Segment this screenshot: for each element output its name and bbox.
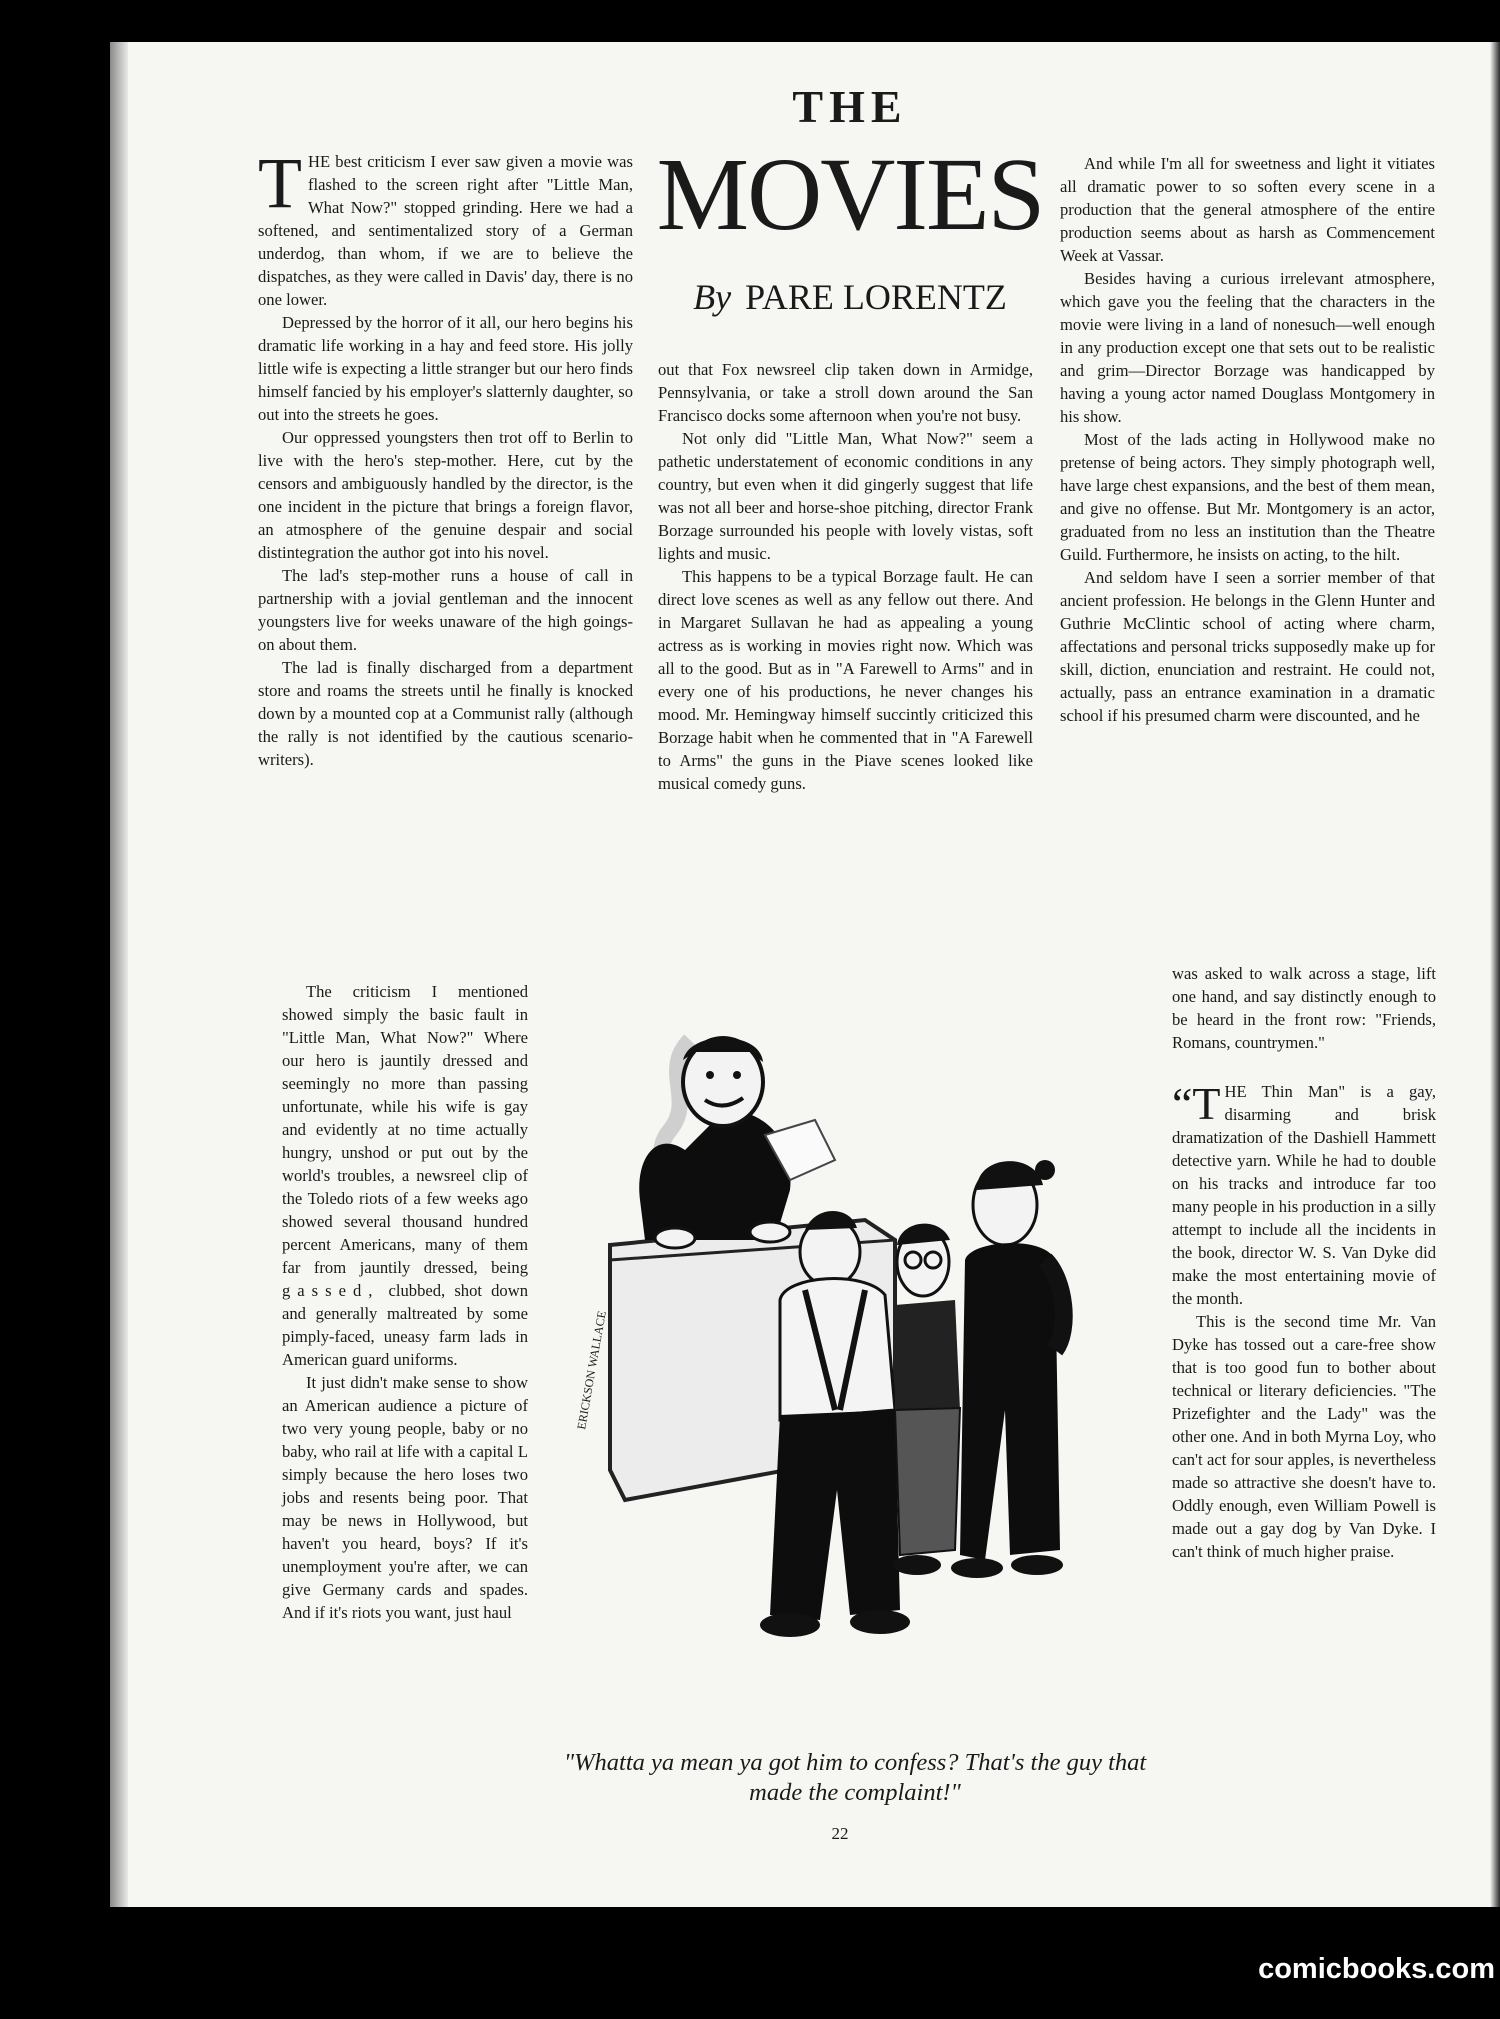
paragraph: The lad's step-mother runs a house of call in partnership with a jovial gentleman and the innocent youngsters live for weeks unaware of the high goings-on about them. xyxy=(258,566,633,654)
byline xyxy=(640,276,1060,318)
paragraph: And seldom have I seen a sorrier member of that ancient profession. He belongs in the Glenn Hunter and Guthrie McClintic school of acting where charm, affectations and personal tricks supposedly make up for skill, diction, enunciation and restraint. He could not, actually, pass an entrance examination in a dramatic school if his presumed charm were discounted, and he xyxy=(1060,568,1435,725)
paragraph xyxy=(258,143,633,311)
paragraph: Depressed by the horror of it all, our hero begins his dramatic life working in a hay and feed store. His jolly little wife is expecting a little stranger but our hero finds himself fancied by his employer's slatternly daughter, so out into the streets he goes. xyxy=(258,313,633,424)
column-1-narrow xyxy=(282,980,528,1624)
paragraph: was asked to walk across a stage, lift one hand, and say distinctly enough to be heard in the front row: "Friends, Romans, countrymen." xyxy=(1172,964,1436,1052)
paragraph: This is the second time Mr. Van Dyke has tossed out a care-free show that is too good fun to bother about technical or literary deficiencies. "The Prizefighter and the Lady" was the other one. And in both Myrna Loy, who can't act for sour apples, is nevertheless made so attractive she doesn't have to. Oddly enough, even William Powell is made out a gay dog by Van Dyke. I can't think of much higher praise. xyxy=(1172,1312,1436,1561)
page-binding-shadow xyxy=(110,42,128,1907)
paragraph-text: HE best criticism I ever saw given a movie was flashed to the screen right after "Little Man, What Now?" stopped grinding. Here we had a softened, and sentimentalized story of a German underdog, than whom, if we are to believe the dispatches, as they were called in Davis' day, there is no one lower. xyxy=(258,152,633,309)
drop-cap: T xyxy=(258,143,302,223)
byline-by: By xyxy=(693,277,732,317)
column-1 xyxy=(258,143,633,771)
paragraph: Most of the lads acting in Hollywood make no pretense of being actors. They simply photograph well, have large chest expansions, and the best of them mean, and give no offense. But Mr. Montgomery is an actor, graduated from no less an institution than the Theatre Guild. Furthermore, he insists on acting, to the hilt. xyxy=(1060,430,1435,564)
illustration-caption: "Whatta ya mean ya got him to confess? That's the guy that made the complaint!" xyxy=(563,1749,1147,1806)
paragraph: Our oppressed youngsters then trot off to Berlin to live with the hero's step-mother. Here, cut by the censors and ambiguously handled by the director, is the one incident in the picture that brings a foreign flavor, an atmosphere of the genuine despair and social distintegration the author got into his novel. xyxy=(258,428,633,562)
paragraph: Not only did "Little Man, What Now?" seem a pathetic understatement of economic conditions in any country, but even when it did gingerly suggest that life was not all beer and horse-shoe pitching, director Frank Borzage surrounded his people with lovely vistas, soft lights and music. xyxy=(658,429,1033,563)
page-number: 22 xyxy=(831,1824,849,1843)
byline-author: PARE LORENTZ xyxy=(745,277,1007,317)
small-man-figure xyxy=(893,1224,960,1575)
paragraph: The lad is finally discharged from a department store and roams the streets until he finally is knocked down by a mounted cop at a Communist rally (although the rally is not identified by the cautious scenario-writers). xyxy=(258,658,633,769)
title-the: THE xyxy=(792,81,908,132)
paragraph: Besides having a curious irrelevant atmosphere, which gave you the feeling that the characters in the movie were living in a land of nonesuch—well enough in any production except one that sets out to be realistic and grim—Director Borzage was handicapped by having a young actor named Douglass Montgomery in his show. xyxy=(1060,269,1435,426)
paragraph: This happens to be a typical Borzage fault. He can direct love scenes as well as any fellow out there. And in Margaret Sullavan he had as appealing a young actress as is working in movies right now. Which was all to the good. But as in "A Farewell to Arms" and in every one of his productions, he never changes his mood. Mr. Hemingway himself succintly criticized this Borzage habit when he commented that in "A Farewell to Arms" the guns in the Piave scenes looked like musical comedy guns. xyxy=(658,567,1033,793)
page-edge-shadow xyxy=(1490,42,1500,1907)
title-movies: MOVIES xyxy=(656,137,1044,252)
paragraph-text: clubbed, shot down and generally maltreated by some pimply-faced, uneasy farm lads in American guard uniforms. xyxy=(282,1281,528,1369)
column-2 xyxy=(658,358,1033,795)
watermark: comicbooks.com xyxy=(1258,1953,1495,1985)
paragraph: It just didn't make sense to show an American audience a picture of two very young people, baby or no baby, who rail at life with a capital L simply because the hero loses two jobs and resents being poor. That may be news in Hollywood, but haven't you heard, boys? If it's unemployment you're after, we can give Germany cards and spades. And if it's riots you want, just haul xyxy=(282,1373,528,1622)
column-3-narrow xyxy=(1172,962,1436,1563)
paragraph-text: The criticism I mentioned showed simply the basic fault in "Little Man, What Now?" Where our hero is jauntily dressed and seemingly no more than passing unfortunate, while his wife is gay and evidently at no time actually hungry, unshod or put out by the world's troubles, a newsreel clip of the Toledo riots of a few weeks ago showed several thousand hundred percent Americans, many of them far from jauntily dressed, being xyxy=(282,982,528,1277)
tall-man-figure xyxy=(951,1160,1064,1578)
paragraph: And while I'm all for sweetness and light it vitiates all dramatic power to so soften every scene in a production that the general atmosphere of the entire production seems about as harsh as Commencement Week at Vassar. xyxy=(1060,154,1435,265)
artist-signature: ERICKSON WALLACE xyxy=(574,1309,609,1431)
cartoon-illustration xyxy=(565,990,1150,1740)
paragraph xyxy=(1172,1080,1436,1310)
paragraph: out that Fox newsreel clip taken down in Armidge, Pennsylvania, or take a stroll down around the San Francisco docks some afternoon when you're not busy. xyxy=(658,360,1033,425)
paragraph-text: HE Thin Man" is a gay, disarming and brisk dramatization of the Dashiell Hammett detective yarn. While he had to double on his tracks and introduce far too many people in his production in a silly attempt to include all the incidents in the book, director W. S. Van Dyke did make the most entertaining movie of the month. xyxy=(1172,1082,1436,1308)
column-3 xyxy=(1060,152,1435,727)
emphasis-word: gassed, xyxy=(282,1281,380,1300)
paragraph xyxy=(282,980,528,1371)
drop-cap: “T xyxy=(1172,1078,1221,1129)
